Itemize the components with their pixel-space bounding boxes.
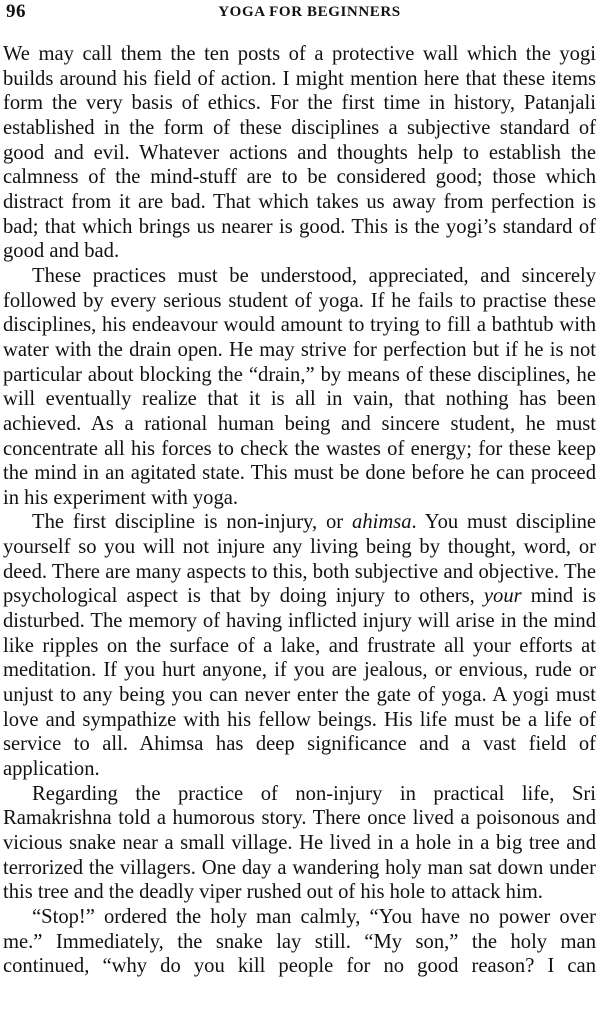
- paragraph: [3, 782, 596, 905]
- italic-term-ahimsa: ahimsa: [352, 511, 412, 534]
- page-number: 96: [6, 1, 26, 22]
- running-title: YOGA FOR BEGINNERS: [218, 4, 401, 20]
- text-run: We may call them the ten posts of a protective wall which the yogi builds around his field of action. I might mention here that these items form the very basis of ethics. For the first time in history, Patanjali established in the form of these disciplines a subjective standard of good and evil. Whatever actions and thoughts help to establish the calmness of the mind-stuff are to be considered good; those which distract from it are bad. That which takes us away from perfection is bad; that which brings us nearer is good. This is the yogi’s standard of good and bad.: [3, 43, 596, 263]
- body-text: [3, 42, 596, 979]
- text-run: These practices must be understood, appreciated, and sincerely followed by every serious student of yoga. If he fails to practise these disciplines, his endeavour would amount to trying to fill a bathtub with water with the drain open. He may strive for perfection but if he is not particular about blocking the “drain,” by means of these disciplines, he will eventually realize that it is all in vain, that nothing has been achieved. As a rational human being and sincere student, he must concentrate all his forces to check the wastes of energy; for these keep the mind in an agitated state. This must be done before he can proceed in his experiment with yoga.: [3, 264, 596, 509]
- text-run: mind is disturbed. The memory of having inflicted injury will arise in the mind like ripples on the surface of a lake, and frustrate all your efforts at meditation. If you hurt anyone, if you are jealous, or envious, rude or unjust to any being you can never enter the gate of yoga. A yogi must love and sympathize with his fellow beings. His life must be a life of service to all. Ahimsa has deep significance and a vast field of application.: [3, 585, 596, 781]
- text-run: “Stop!” ordered the holy man calmly, “You have no power over me.” Immediately, the snake lay still. “My son,” the holy man continued, “why do you kill people for no good reason? I can: [3, 905, 596, 978]
- italic-emphasis-your: your: [483, 585, 522, 608]
- paragraph: [3, 264, 596, 511]
- text-run: . You must discipline yourself so you will not injure any living being by thought, word, or deed. There are many aspects to this, both subjective and objective. The psychological aspect is that by doing injury to others,: [3, 511, 597, 608]
- running-header: [3, 0, 596, 34]
- text-run: The first discipline is non-injury, or: [32, 511, 353, 534]
- text-run: Regarding the practice of non-injury in practical life, Sri Ramakrishna told a humorous story. There once lived a poisonous and vicious snake near a small village. He lived in a hole in a big tree and terrorized the villagers. One day a wandering holy man sat down under this tree and the deadly viper rushed out of his hole to attack him.: [3, 782, 596, 904]
- paragraph: [3, 905, 596, 979]
- paragraph: [3, 510, 596, 781]
- paragraph: [3, 42, 596, 264]
